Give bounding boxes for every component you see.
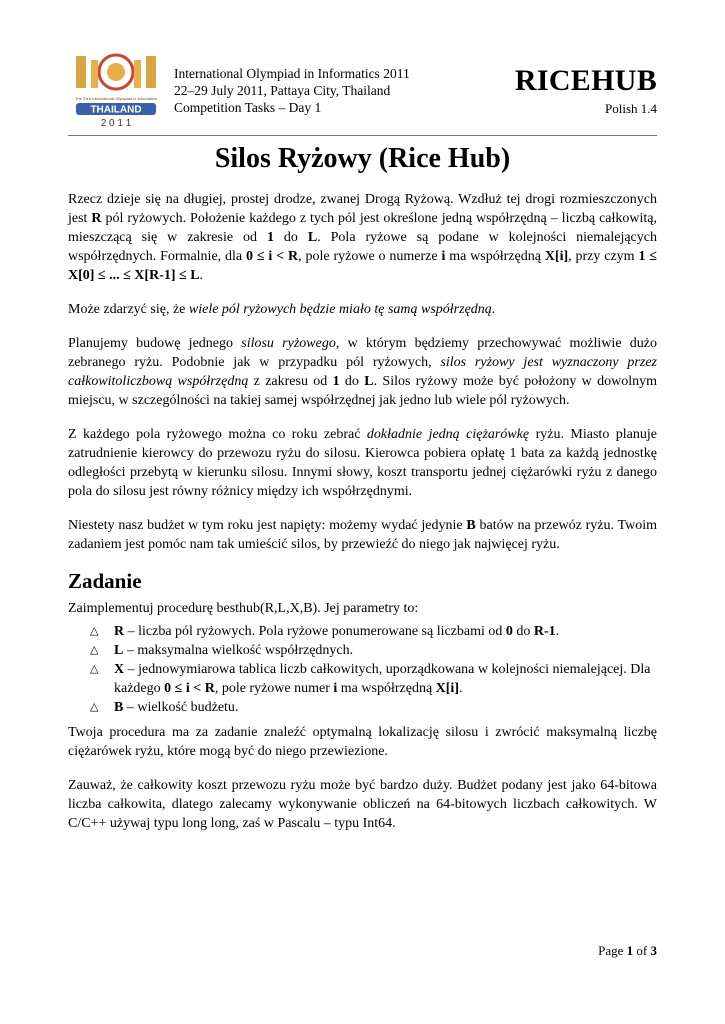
svg-text:THAILAND: THAILAND (90, 104, 142, 116)
paragraph-silo: Planujemy budowę jednego silosu ryżowego, w którym będziemy przechowywać możliwie dużo zebranego ryżu. Podobnie jak w przypadku pól ryżowych, silos ryżowy jest wyznaczony przez całkowitoliczbową współrzędną z zakresu od 1 do L. Silos ryżowy może być położony w dowolnym miejscu, w szczególności na takiej samej współrzędnej jak jedno lub wiele pól ryżowych. (68, 336, 658, 408)
ioi-2011-logo (66, 50, 166, 128)
page-number: Page 1 of 3 (598, 943, 657, 958)
header-info (174, 65, 410, 116)
list-item: △ X – jednowymiarowa tablica liczb całkowitych, uporządkowana w kolejności niemalejącej. Dla każdego 0 ≤ i < R, pole ryżowe numer i ma współrzędną X[i]. (90, 662, 651, 696)
list-item: △ R – liczba pól ryżowych. Pola ryżowe ponumerowane są liczbami od 0 do R-1. (90, 624, 560, 639)
document-body (68, 190, 657, 848)
paragraph-intro: Rzecz dzieje się na długiej, prostej drodze, zwanej Drogą Ryżową. Wzdłuż tej drogi rozmieszczonych jest R pól ryżowych. Położenie każdego z tych pól jest określone jedną współrzędną – liczbą całkowitą, mieszczącą się w zakresie od 1 do L. Pola ryżowe są podane w kolejności niemalejących współrzędnych. Formalnie, dla 0 ≤ i < R, pole ryżowe o numerze i ma współrzędną X[i], przy czym 1 ≤ X[0] ≤ ... ≤ X[R-1] ≤ L. (68, 192, 657, 283)
triangle-icon: △ (90, 625, 99, 637)
section-heading-task: Zadanie (68, 569, 142, 593)
triangle-icon: △ (90, 701, 99, 713)
olympiad-name: International Olympiad in Informatics 2011 (174, 66, 410, 81)
paragraph-same-coordinate: Może zdarzyć się, że wiele pól ryżowych będzie miało tę samą współrzędną. (68, 302, 496, 317)
triangle-icon: △ (90, 663, 99, 675)
paragraph-transport: Z każdego pola ryżowego można co roku zebrać dokładnie jedną ciężarówkę ryżu. Miasto planuje zatrudnienie kierowcy do przewozu ryżu do silosu. Kierowca pobiera opłatę 1 bata za każdą jednostkę odległości przebytą w kierunku silosu. Innymi słowy, koszt transportu jednej ciężarówki ryżu z danego pola do silosu jest równy różnicy między ich współrzędnymi. (68, 427, 657, 499)
task-code: RICEHUB (514, 64, 657, 97)
parameter-list (68, 622, 657, 717)
triangle-icon: △ (90, 644, 99, 656)
header-divider (68, 135, 657, 136)
svg-text:The 23rd International Olympia: The 23rd International Olympiad in Informatics (74, 96, 158, 101)
paragraph-return: Twoja procedura ma za zadanie znaleźć optymalną lokalizację silosu i zwrócić maksymalną liczbę ciężarówek ryżu, które mogą być do niego przewiezione. (68, 725, 657, 759)
task-intro: Zaimplementuj procedurę besthub(R,L,X,B). Jej parametry to: (68, 601, 419, 616)
language-version: Polish 1.4 (604, 101, 657, 116)
list-item: △ L – maksymalna wielkość współrzędnych. (90, 643, 354, 658)
paragraph-budget: Niestety nasz budżet w tym roku jest napięty: możemy wydać jedynie B batów na przewóz ryżu. Twoim zadaniem jest pomóc nam tak umieścić silos, by przewieźć do niego jak najwięcej ryżu. (68, 518, 657, 552)
svg-text:2 0 1 1: 2 0 1 1 (100, 118, 132, 128)
list-item: △ B – wielkość budżetu. (90, 700, 239, 715)
paragraph-64bit: Zauważ, że całkowity koszt przewozu ryżu może być bardzo duży. Budżet podany jest jako 64-bitowa liczba całkowita, dlatego zalecamy wykonywanie obliczeń na 64-bitowych liczbach całkowitych. W C/C++ używaj typu long long, zaś w Pascalu – typu Int64. (68, 778, 657, 831)
task-id-block (515, 64, 657, 117)
competition-day: Competition Tasks – Day 1 (174, 100, 322, 115)
page-title: Silos Ryżowy (Rice Hub) (214, 143, 511, 174)
olympiad-dates: 22–29 July 2011, Pattaya City, Thailand (174, 83, 391, 98)
